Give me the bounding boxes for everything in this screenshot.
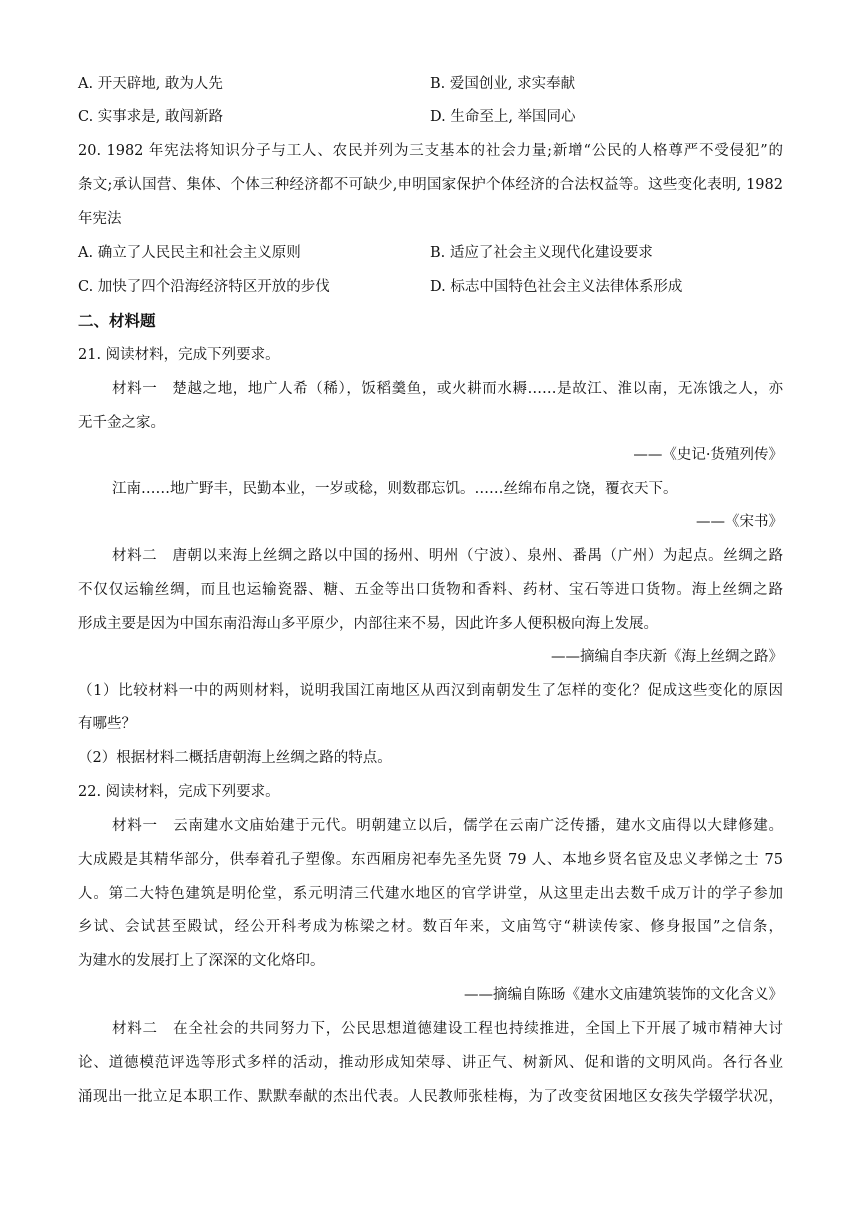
q21-intro: 21. 阅读材料，完成下列要求。 [78,347,280,363]
q21-material1a-line: 无千金之家。 [78,415,165,431]
q21-ask1-line: （1）比较材料一中的两则材料，说明我国江南地区从西汉到南朝发生了怎样的变化？促成这些变化的原因 [78,683,783,699]
q20-option-b: B. 适应了社会主义现代化建设要求 [430,245,653,261]
q22-material2-line: 材料二 在全社会的共同努力下，公民思想道德建设工程也持续推进，全国上下开展了城市精神大讨 [112,1021,783,1037]
q20-stem-line: 年宪法 [78,211,122,227]
q21-material1b-line: 江南……地广野丰，民勤本业，一岁或稔，则数郡忘饥。……丝绵布帛之饶，覆衣天下。 [112,481,678,497]
q20-stem-line: 条文;承认国营、集体、个体三种经济都不可缺少,申明国家保护个体经济的合法权益等。这些变化表明, 1982 [78,177,783,193]
q20-option-c: C. 加快了四个沿海经济特区开放的步伐 [78,279,330,295]
q21-material1a-line: 材料一 楚越之地，地广人希（稀），饭稻羹鱼，或火耕而水耨……是故江、淮以南，无冻饿之人，亦 [112,381,783,397]
q21-material2-source: ——摘编自李庆新《海上丝绸之路》 [551,649,783,665]
q19-option-c: C. 实事求是, 敢闯新路 [78,109,224,125]
q22-material1-line: 人。第二大特色建筑是明伦堂，系元明清三代建水地区的官学讲堂，从这里走出去数千成万计的学子参加 [78,886,783,902]
q21-material2-line: 材料二 唐朝以来海上丝绸之路以中国的扬州、明州（宁波）、泉州、番禺（广州）为起点。丝绸之路 [112,548,783,564]
q22-intro: 22. 阅读材料，完成下列要求。 [78,784,280,800]
q19-option-a: A. 开天辟地, 敢为人先 [78,76,223,92]
q20-stem-line: 20. 1982 年宪法将知识分子与工人、农民并列为三支基本的社会力量;新增“公民的人格尊严不受侵犯”的 [78,143,783,159]
q22-material1-line: 材料一 云南建水文庙始建于元代。明朝建立以后，儒学在云南广泛传播，建水文庙得以大肆修建。 [112,818,783,834]
q22-material1-line: 大成殿是其精华部分，供奉着孔子塑像。东西厢房祀奉先圣先贤 79 人、本地乡贤名宦及忠义孝悌之士 75 [78,852,783,868]
q22-material2-line: 论、道德模范评选等形式多样的活动，推动形成知荣辱、讲正气、树新风、促和谐的文明风尚。各行各业 [78,1055,783,1071]
q20-option-d: D. 标志中国特色社会主义法律体系形成 [430,279,683,295]
q22-material1-line: 为建水的发展打上了深深的文化烙印。 [78,953,325,969]
q21-ask2: （2）根据材料二概括唐朝海上丝绸之路的特点。 [78,750,392,766]
section-title: 二、材料题 [78,312,156,330]
q22-material2-line: 涌现出一批立足本职工作、默默奉献的杰出代表。人民教师张桂梅，为了改变贫困地区女孩失学辍学状况， [78,1089,783,1105]
q22-material1-source: ——摘编自陈旸《建水文庙建筑装饰的文化含义》 [464,987,783,1003]
q21-material1a-source: ——《史记·货殖列传》 [633,447,783,463]
q20-option-a: A. 确立了人民民主和社会主义原则 [78,245,301,261]
q21-material1b-source: ——《宋书》 [696,514,783,530]
q21-material2-line: 不仅仅运输丝绸，而且也运输瓷器、糖、五金等出口货物和香料、药材、宝石等进口货物。海上丝绸之路 [78,582,783,598]
q19-option-b: B. 爱国创业, 求实奉献 [430,76,576,92]
q19-option-d: D. 生命至上, 举国同心 [430,109,576,125]
q21-ask1-line: 有哪些？ [78,716,136,732]
q21-material2-line: 形成主要是因为中国东南沿海山多平原少，内部往来不易，因此许多人便积极向海上发展。 [78,616,658,632]
q22-material1-line: 乡试、会试甚至殿试，经公开科考成为栋梁之材。数百年来，文庙笃守“耕读传家、修身报国”之信条， [78,919,783,935]
